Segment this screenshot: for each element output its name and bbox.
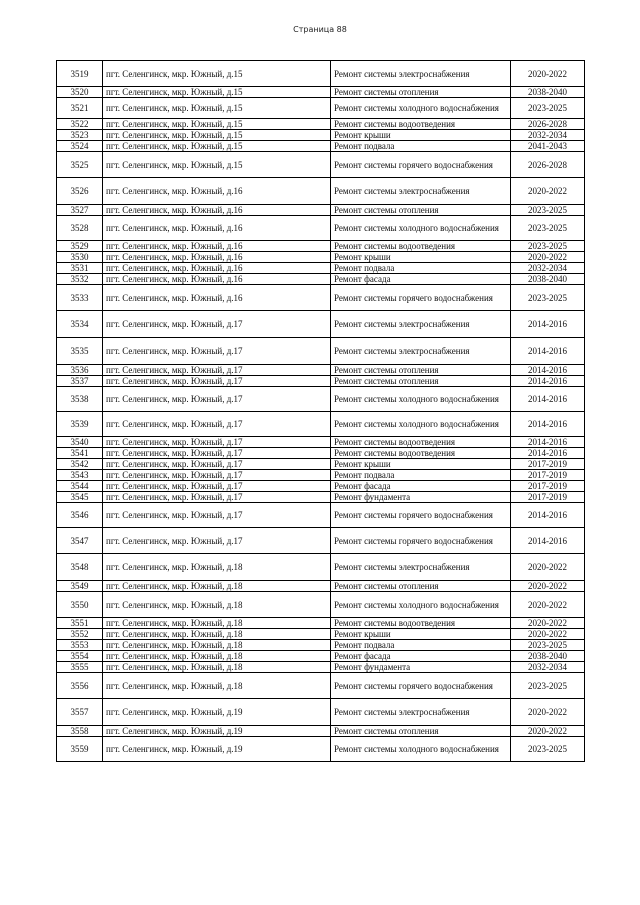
work-type-cell: Ремонт системы горячего водоснабжения — [331, 285, 511, 311]
row-number-cell: 3522 — [57, 119, 103, 130]
row-number-cell: 3523 — [57, 130, 103, 141]
period-cell: 2014-2016 — [511, 503, 585, 528]
table-row — [57, 285, 585, 311]
period-cell: 2014-2016 — [511, 448, 585, 459]
address-cell: пгт. Селенгинск, мкр. Южный, д.17 — [103, 470, 331, 481]
table-row — [57, 274, 585, 285]
row-number-cell: 3556 — [57, 673, 103, 699]
period-cell: 2023-2025 — [511, 241, 585, 252]
table-row — [57, 205, 585, 216]
address-cell: пгт. Селенгинск, мкр. Южный, д.15 — [103, 87, 331, 98]
work-type-cell: Ремонт системы электроснабжения — [331, 699, 511, 726]
work-type-cell: Ремонт фасада — [331, 651, 511, 662]
row-number-cell: 3552 — [57, 629, 103, 640]
table-row — [57, 130, 585, 141]
row-number-cell: 3553 — [57, 640, 103, 651]
row-number-cell: 3550 — [57, 592, 103, 618]
work-type-cell: Ремонт системы водоотведения — [331, 448, 511, 459]
period-cell: 2020-2022 — [511, 592, 585, 618]
work-type-cell: Ремонт крыши — [331, 459, 511, 470]
page-number-label: Страница 88 — [293, 25, 347, 34]
row-number-cell: 3529 — [57, 241, 103, 252]
work-type-cell: Ремонт фундамента — [331, 662, 511, 673]
address-cell: пгт. Селенгинск, мкр. Южный, д.18 — [103, 629, 331, 640]
table-row — [57, 640, 585, 651]
period-cell: 2026-2028 — [511, 119, 585, 130]
period-cell: 2026-2028 — [511, 152, 585, 178]
address-cell: пгт. Селенгинск, мкр. Южный, д.15 — [103, 130, 331, 141]
row-number-cell: 3528 — [57, 216, 103, 241]
table-row — [57, 492, 585, 503]
row-number-cell: 3524 — [57, 141, 103, 152]
period-cell: 2020-2022 — [511, 252, 585, 263]
table-row — [57, 178, 585, 205]
row-number-cell: 3557 — [57, 699, 103, 726]
work-type-cell: Ремонт системы водоотведения — [331, 437, 511, 448]
table-row — [57, 592, 585, 618]
period-cell: 2023-2025 — [511, 98, 585, 119]
address-cell: пгт. Селенгинск, мкр. Южный, д.17 — [103, 412, 331, 437]
work-type-cell: Ремонт системы горячего водоснабжения — [331, 503, 511, 528]
table-row — [57, 481, 585, 492]
row-number-cell: 3537 — [57, 376, 103, 387]
period-cell: 2014-2016 — [511, 365, 585, 376]
work-type-cell: Ремонт системы отопления — [331, 87, 511, 98]
address-cell: пгт. Селенгинск, мкр. Южный, д.18 — [103, 673, 331, 699]
row-number-cell: 3525 — [57, 152, 103, 178]
row-number-cell: 3544 — [57, 481, 103, 492]
period-cell: 2017-2019 — [511, 459, 585, 470]
work-type-cell: Ремонт фундамента — [331, 492, 511, 503]
work-type-cell: Ремонт системы отопления — [331, 365, 511, 376]
work-type-cell: Ремонт системы холодного водоснабжения — [331, 737, 511, 762]
table-row — [57, 459, 585, 470]
row-number-cell: 3536 — [57, 365, 103, 376]
period-cell: 2023-2025 — [511, 216, 585, 241]
work-type-cell: Ремонт системы холодного водоснабжения — [331, 98, 511, 119]
period-cell: 2020-2022 — [511, 629, 585, 640]
row-number-cell: 3549 — [57, 581, 103, 592]
period-cell: 2014-2016 — [511, 412, 585, 437]
row-number-cell: 3519 — [57, 61, 103, 87]
table-row — [57, 252, 585, 263]
address-cell: пгт. Селенгинск, мкр. Южный, д.17 — [103, 311, 331, 338]
work-type-cell: Ремонт системы отопления — [331, 726, 511, 737]
address-cell: пгт. Селенгинск, мкр. Южный, д.17 — [103, 528, 331, 554]
table-row — [57, 437, 585, 448]
work-type-cell: Ремонт системы водоотведения — [331, 618, 511, 629]
work-type-cell: Ремонт фасада — [331, 274, 511, 285]
row-number-cell: 3535 — [57, 338, 103, 365]
row-number-cell: 3541 — [57, 448, 103, 459]
address-cell: пгт. Селенгинск, мкр. Южный, д.18 — [103, 592, 331, 618]
table-row — [57, 618, 585, 629]
table-row — [57, 503, 585, 528]
work-type-cell: Ремонт подвала — [331, 470, 511, 481]
work-type-cell: Ремонт системы электроснабжения — [331, 311, 511, 338]
row-number-cell: 3558 — [57, 726, 103, 737]
period-cell: 2038-2040 — [511, 87, 585, 98]
table-row — [57, 737, 585, 762]
table-row — [57, 470, 585, 481]
period-cell: 2023-2025 — [511, 673, 585, 699]
period-cell: 2020-2022 — [511, 581, 585, 592]
work-type-cell: Ремонт подвала — [331, 263, 511, 274]
address-cell: пгт. Селенгинск, мкр. Южный, д.16 — [103, 274, 331, 285]
table-row — [57, 673, 585, 699]
table-row — [57, 528, 585, 554]
table-row — [57, 263, 585, 274]
work-type-cell: Ремонт системы электроснабжения — [331, 178, 511, 205]
table-row — [57, 554, 585, 581]
row-number-cell: 3521 — [57, 98, 103, 119]
table-row — [57, 338, 585, 365]
table-row — [57, 376, 585, 387]
address-cell: пгт. Селенгинск, мкр. Южный, д.16 — [103, 263, 331, 274]
work-type-cell: Ремонт системы водоотведения — [331, 119, 511, 130]
address-cell: пгт. Селенгинск, мкр. Южный, д.16 — [103, 252, 331, 263]
table-row — [57, 448, 585, 459]
row-number-cell: 3555 — [57, 662, 103, 673]
period-cell: 2017-2019 — [511, 481, 585, 492]
period-cell: 2041-2043 — [511, 141, 585, 152]
work-type-cell: Ремонт фасада — [331, 481, 511, 492]
address-cell: пгт. Селенгинск, мкр. Южный, д.15 — [103, 141, 331, 152]
work-type-cell: Ремонт крыши — [331, 130, 511, 141]
row-number-cell: 3538 — [57, 387, 103, 412]
address-cell: пгт. Селенгинск, мкр. Южный, д.16 — [103, 216, 331, 241]
address-cell: пгт. Селенгинск, мкр. Южный, д.17 — [103, 448, 331, 459]
period-cell: 2023-2025 — [511, 640, 585, 651]
address-cell: пгт. Селенгинск, мкр. Южный, д.17 — [103, 459, 331, 470]
row-number-cell: 3551 — [57, 618, 103, 629]
period-cell: 2014-2016 — [511, 311, 585, 338]
period-cell: 2014-2016 — [511, 338, 585, 365]
row-number-cell: 3548 — [57, 554, 103, 581]
address-cell: пгт. Селенгинск, мкр. Южный, д.17 — [103, 365, 331, 376]
work-type-cell: Ремонт системы электроснабжения — [331, 61, 511, 87]
period-cell: 2020-2022 — [511, 726, 585, 737]
row-number-cell: 3531 — [57, 263, 103, 274]
address-cell: пгт. Селенгинск, мкр. Южный, д.18 — [103, 662, 331, 673]
address-cell: пгт. Селенгинск, мкр. Южный, д.19 — [103, 726, 331, 737]
period-cell: 2017-2019 — [511, 492, 585, 503]
period-cell: 2038-2040 — [511, 274, 585, 285]
table-row — [57, 662, 585, 673]
address-cell: пгт. Селенгинск, мкр. Южный, д.18 — [103, 640, 331, 651]
address-cell: пгт. Селенгинск, мкр. Южный, д.17 — [103, 492, 331, 503]
table-row — [57, 98, 585, 119]
period-cell: 2014-2016 — [511, 528, 585, 554]
address-cell: пгт. Селенгинск, мкр. Южный, д.19 — [103, 737, 331, 762]
table-row — [57, 241, 585, 252]
period-cell: 2014-2016 — [511, 437, 585, 448]
table-row — [57, 387, 585, 412]
period-cell: 2038-2040 — [511, 651, 585, 662]
address-cell: пгт. Селенгинск, мкр. Южный, д.16 — [103, 241, 331, 252]
table-row — [57, 629, 585, 640]
address-cell: пгт. Селенгинск, мкр. Южный, д.17 — [103, 387, 331, 412]
period-cell: 2020-2022 — [511, 61, 585, 87]
period-cell: 2023-2025 — [511, 285, 585, 311]
row-number-cell: 3546 — [57, 503, 103, 528]
work-type-cell: Ремонт системы водоотведения — [331, 241, 511, 252]
address-cell: пгт. Селенгинск, мкр. Южный, д.17 — [103, 503, 331, 528]
row-number-cell: 3542 — [57, 459, 103, 470]
period-cell: 2020-2022 — [511, 699, 585, 726]
address-cell: пгт. Селенгинск, мкр. Южный, д.19 — [103, 699, 331, 726]
work-type-cell: Ремонт подвала — [331, 640, 511, 651]
work-type-cell: Ремонт системы горячего водоснабжения — [331, 152, 511, 178]
row-number-cell: 3545 — [57, 492, 103, 503]
address-cell: пгт. Селенгинск, мкр. Южный, д.17 — [103, 338, 331, 365]
period-cell: 2020-2022 — [511, 178, 585, 205]
table-row — [57, 152, 585, 178]
row-number-cell: 3530 — [57, 252, 103, 263]
work-type-cell: Ремонт системы холодного водоснабжения — [331, 412, 511, 437]
period-cell: 2032-2034 — [511, 263, 585, 274]
work-type-cell: Ремонт системы отопления — [331, 205, 511, 216]
address-cell: пгт. Селенгинск, мкр. Южный, д.16 — [103, 178, 331, 205]
period-cell: 2014-2016 — [511, 387, 585, 412]
work-type-cell: Ремонт крыши — [331, 252, 511, 263]
row-number-cell: 3559 — [57, 737, 103, 762]
address-cell: пгт. Селенгинск, мкр. Южный, д.17 — [103, 437, 331, 448]
row-number-cell: 3554 — [57, 651, 103, 662]
address-cell: пгт. Селенгинск, мкр. Южный, д.15 — [103, 98, 331, 119]
table-row — [57, 216, 585, 241]
address-cell: пгт. Селенгинск, мкр. Южный, д.16 — [103, 285, 331, 311]
period-cell: 2032-2034 — [511, 130, 585, 141]
table-body — [57, 61, 585, 762]
address-cell: пгт. Селенгинск, мкр. Южный, д.15 — [103, 152, 331, 178]
row-number-cell: 3547 — [57, 528, 103, 554]
row-number-cell: 3532 — [57, 274, 103, 285]
table-row — [57, 61, 585, 87]
row-number-cell: 3543 — [57, 470, 103, 481]
address-cell: пгт. Селенгинск, мкр. Южный, д.15 — [103, 61, 331, 87]
row-number-cell: 3527 — [57, 205, 103, 216]
work-type-cell: Ремонт системы электроснабжения — [331, 338, 511, 365]
period-cell: 2032-2034 — [511, 662, 585, 673]
period-cell: 2023-2025 — [511, 205, 585, 216]
work-type-cell: Ремонт системы холодного водоснабжения — [331, 387, 511, 412]
table-row — [57, 365, 585, 376]
address-cell: пгт. Селенгинск, мкр. Южный, д.16 — [103, 205, 331, 216]
work-type-cell: Ремонт системы горячего водоснабжения — [331, 673, 511, 699]
period-cell: 2020-2022 — [511, 618, 585, 629]
address-cell: пгт. Селенгинск, мкр. Южный, д.18 — [103, 554, 331, 581]
row-number-cell: 3534 — [57, 311, 103, 338]
address-cell: пгт. Селенгинск, мкр. Южный, д.18 — [103, 581, 331, 592]
work-type-cell: Ремонт крыши — [331, 629, 511, 640]
address-cell: пгт. Селенгинск, мкр. Южный, д.18 — [103, 651, 331, 662]
table-row — [57, 412, 585, 437]
table-row — [57, 141, 585, 152]
period-cell: 2014-2016 — [511, 376, 585, 387]
table-row — [57, 651, 585, 662]
table-row — [57, 87, 585, 98]
work-type-cell: Ремонт системы холодного водоснабжения — [331, 592, 511, 618]
table-row — [57, 311, 585, 338]
repair-schedule-table — [56, 60, 585, 762]
address-cell: пгт. Селенгинск, мкр. Южный, д.18 — [103, 618, 331, 629]
work-type-cell: Ремонт системы электроснабжения — [331, 554, 511, 581]
table-row — [57, 699, 585, 726]
address-cell: пгт. Селенгинск, мкр. Южный, д.17 — [103, 481, 331, 492]
row-number-cell: 3520 — [57, 87, 103, 98]
table-row — [57, 119, 585, 130]
period-cell: 2020-2022 — [511, 554, 585, 581]
address-cell: пгт. Селенгинск, мкр. Южный, д.15 — [103, 119, 331, 130]
table-row — [57, 726, 585, 737]
address-cell: пгт. Селенгинск, мкр. Южный, д.17 — [103, 376, 331, 387]
work-type-cell: Ремонт системы горячего водоснабжения — [331, 528, 511, 554]
row-number-cell: 3539 — [57, 412, 103, 437]
row-number-cell: 3540 — [57, 437, 103, 448]
row-number-cell: 3533 — [57, 285, 103, 311]
period-cell: 2017-2019 — [511, 470, 585, 481]
period-cell: 2023-2025 — [511, 737, 585, 762]
row-number-cell: 3526 — [57, 178, 103, 205]
table-row — [57, 581, 585, 592]
work-type-cell: Ремонт подвала — [331, 141, 511, 152]
work-type-cell: Ремонт системы отопления — [331, 581, 511, 592]
work-type-cell: Ремонт системы отопления — [331, 376, 511, 387]
work-type-cell: Ремонт системы холодного водоснабжения — [331, 216, 511, 241]
